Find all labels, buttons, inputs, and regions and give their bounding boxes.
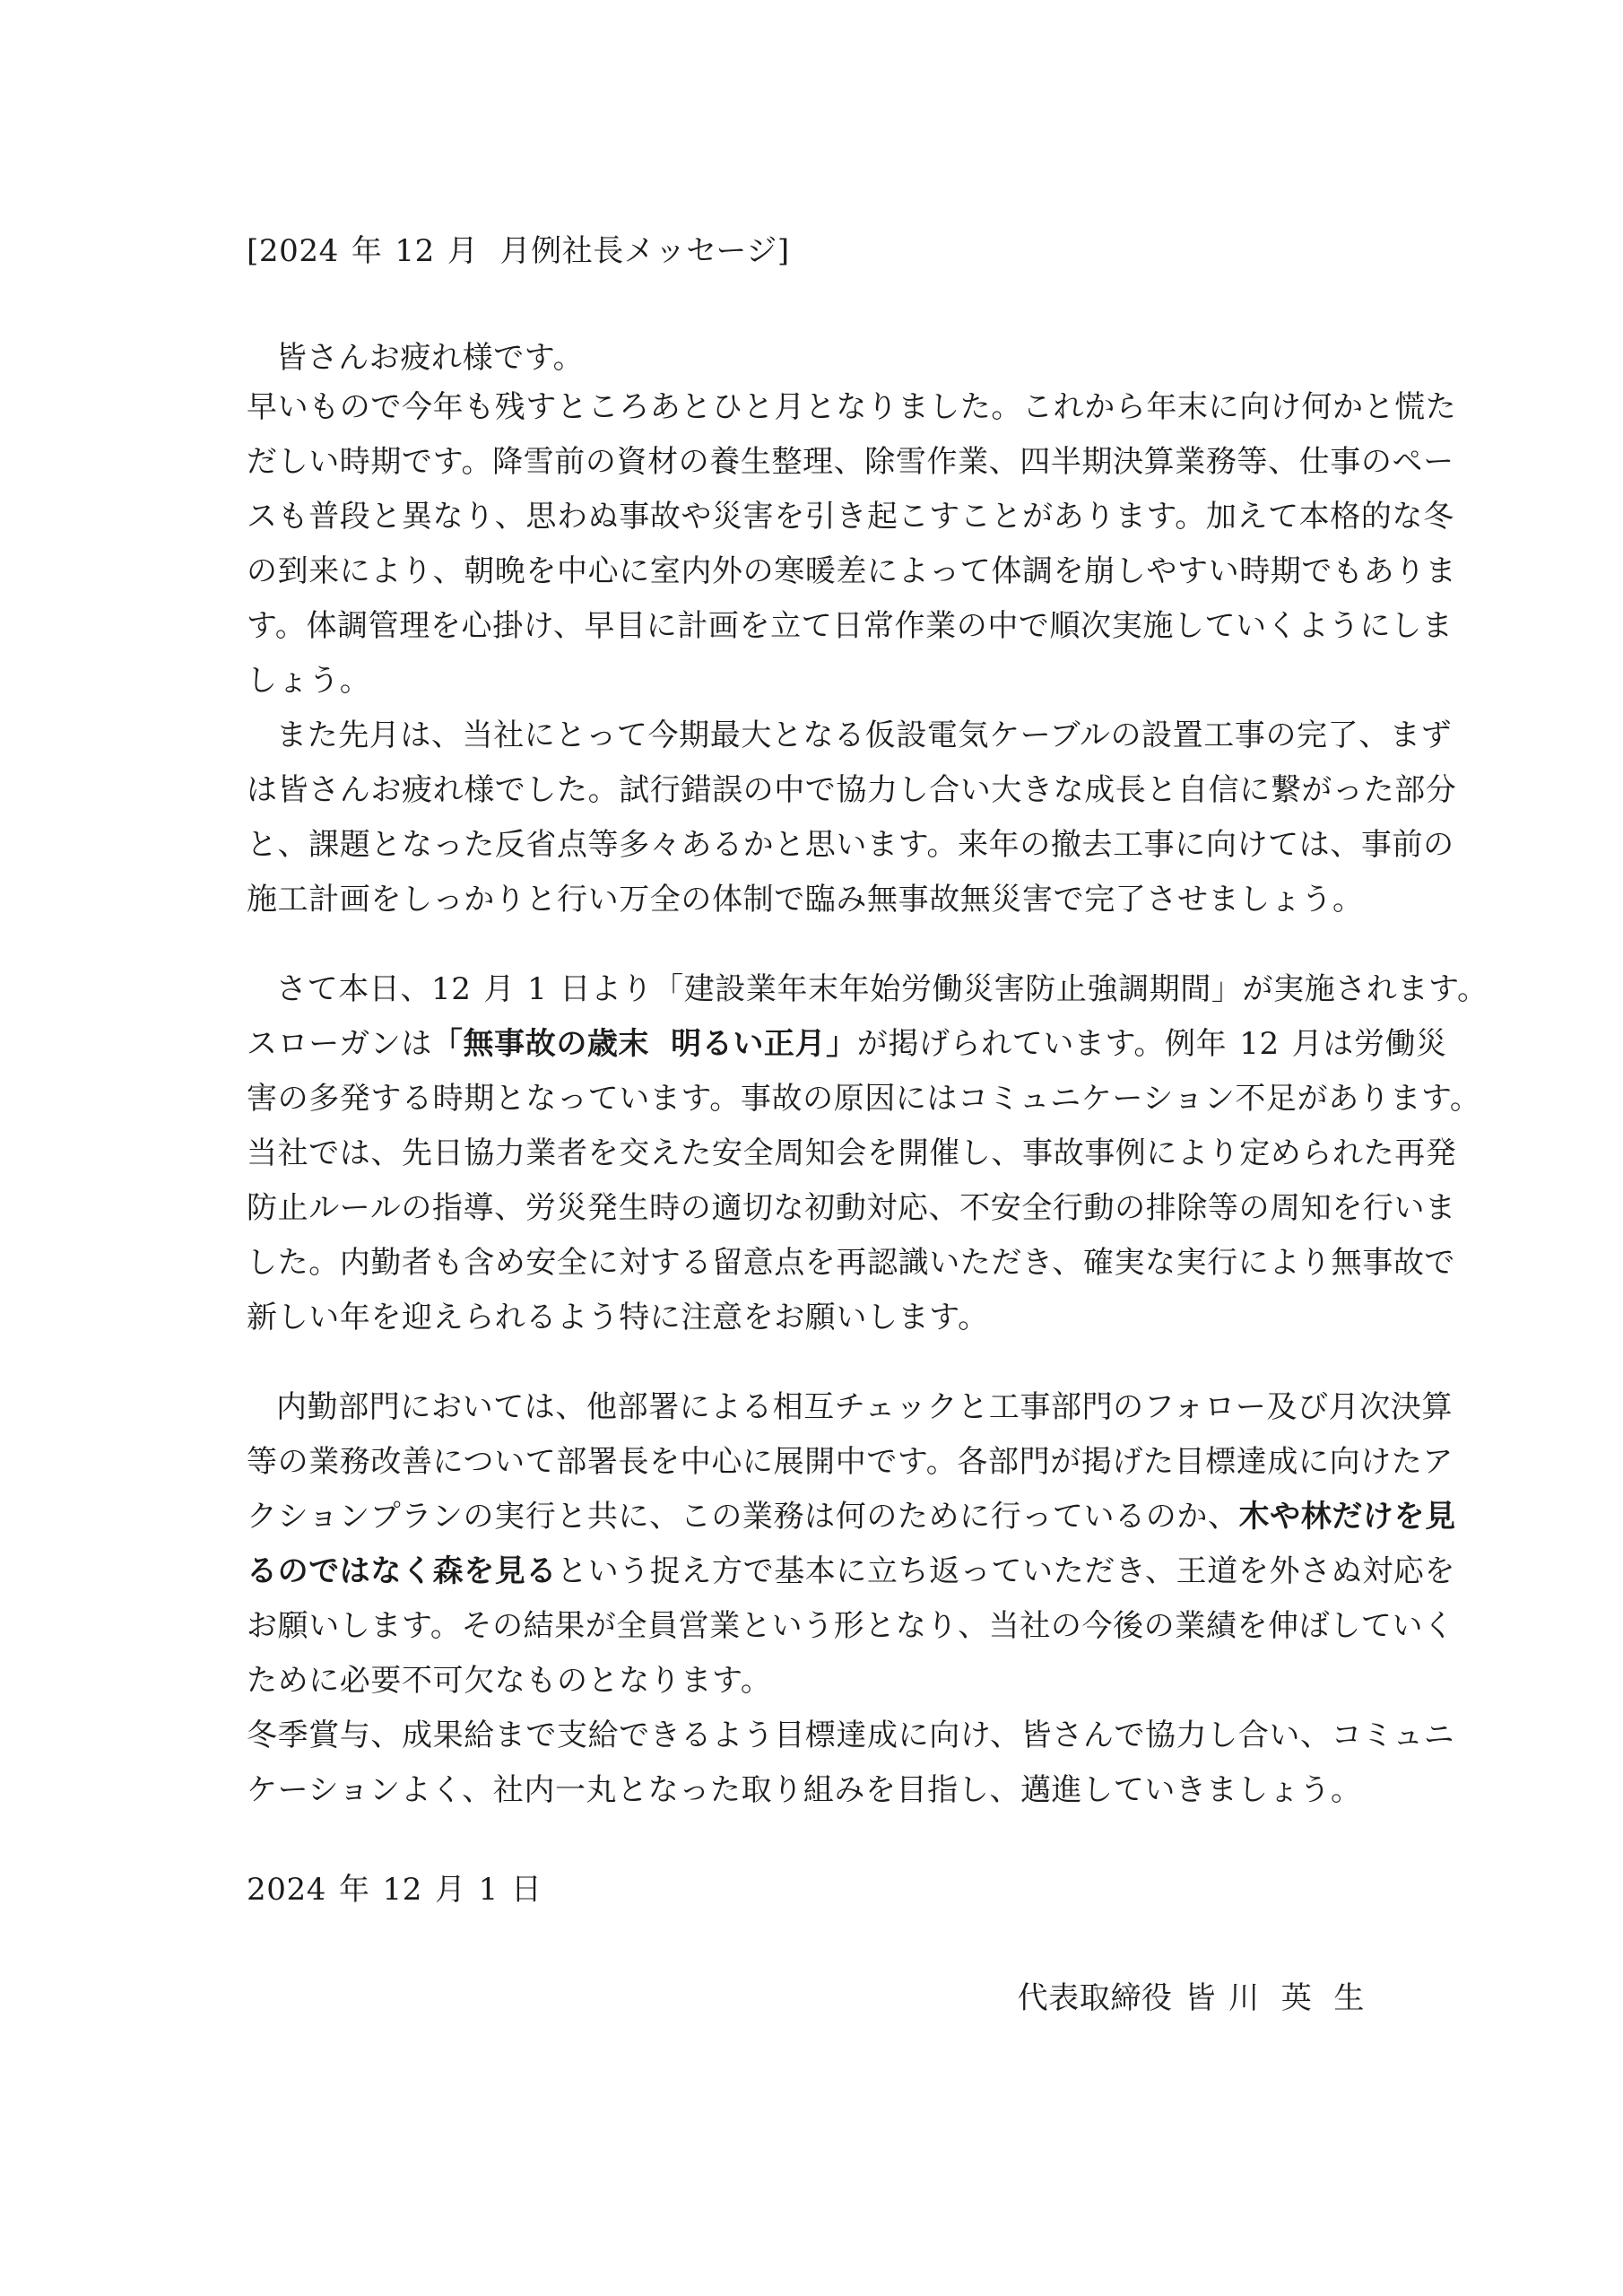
p3-line-2: スローガンは「無事故の歳末 明るい正月」が掲げられています。例年 12 月は労働災	[247, 1026, 1447, 1062]
heading-month-unit: 月	[447, 233, 479, 269]
p3-line-5: 防止ルールの指導、労災発生時の適切な初動対応、不安全行動の排除等の周知を行いま	[247, 1190, 1456, 1226]
p2-line-1: また先月は、当社にとって今期最大となる仮設電気ケーブルの設置工事の完了、まず	[276, 718, 1453, 753]
heading-open-bracket: [	[247, 233, 259, 269]
p1-line-2: だしい時期です。降雪前の資材の養生整理、除雪作業、四半期決算業務等、仕事のペー	[247, 444, 1454, 480]
signature-name-part: 皆	[1185, 1980, 1217, 2016]
heading-title: 月例社長メッセージ	[499, 233, 777, 269]
greeting: 皆さんお疲れ様です。	[276, 340, 585, 376]
slogan: 「無事故の歳末 明るい正月」	[431, 1026, 857, 1062]
heading-close-bracket: ]	[777, 233, 790, 269]
heading-year-unit: 年	[351, 233, 383, 269]
p5-line-1: 冬季賞与、成果給まで支給できるよう目標達成に向け、皆さんで協力し合い、コミュニ	[247, 1718, 1455, 1753]
signature	[1018, 1979, 1365, 2018]
emphasis-trees: 木や林だけを見	[1238, 1499, 1456, 1535]
p2-line-2: は皆さんお疲れ様でした。試行錯誤の中で協力し合い大きな成長と自信に繋がった部分	[247, 772, 1457, 808]
p3-line-1: さて本日、12 月 1 日より「建設業年末年始労働災害防止強調期間」が実施されます。	[276, 971, 1488, 1007]
p4-line-1: 内勤部門においては、他部署による相互チェックと工事部門のフォロー及び月次決算	[276, 1389, 1454, 1425]
p2-line-4: 施工計画をしっかりと行い万全の体制で臨み無事故無災害で完了させましょう。	[247, 882, 1364, 918]
p1-line-3: スも普段と異なり、思わぬ事故や災害を引き起こすことがあります。加えて本格的な冬	[247, 499, 1454, 535]
p4-line-3: クションプランの実行と共に、この業務は何のために行っているのか、木や林だけを見	[247, 1499, 1456, 1535]
p1-line-6: しょう。	[247, 663, 371, 699]
signature-title: 代表取締役	[1017, 1980, 1173, 2016]
p1-line-4: の到来により、朝晩を中心に室内外の寒暖差によって体調を崩しやすい時期でもありま	[247, 553, 1457, 589]
document-heading	[247, 231, 1394, 271]
p4-line-5: お願いします。その結果が全員営業という形となり、当社の今後の業績を伸ばしていく	[247, 1608, 1454, 1644]
p1-line-5: す。体調管理を心掛け、早目に計画を立て日常作業の中で順次実施していくようにしま	[247, 608, 1454, 644]
p5-line-2: ケーションよく、社内一丸となった取り組みを目指し、邁進していきましょう。	[247, 1772, 1362, 1808]
signature-name-part: 英	[1280, 1980, 1313, 2016]
p1-line-1: 早いもので今年も残すところあとひと月となりました。これから年末に向け何かと慌た	[247, 389, 1457, 425]
heading-year: 2024	[258, 233, 339, 269]
signature-name-part: 生	[1333, 1980, 1365, 2016]
signature-name-part: 川	[1228, 1980, 1260, 2016]
p4-line-4: るのではなく森を見るという捉え方で基本に立ち返っていただき、王道を外さぬ対応を	[247, 1553, 1456, 1589]
p3-line-4: 当社では、先日協力業者を交えた安全周知会を開催し、事故事例により定められた再発	[247, 1135, 1457, 1171]
p3-line-7: 新しい年を迎えられるよう特に注意をお願いします。	[247, 1300, 989, 1335]
p4-line-6: ために必要不可欠なものとなります。	[247, 1663, 772, 1699]
p2-line-3: と、課題となった反省点等多々あるかと思います。来年の撤去工事に向けては、事前の	[247, 827, 1454, 863]
emphasis-forest: るのではなく森を見る	[247, 1553, 557, 1589]
p3-line-3: 害の多発する時期となっています。事故の原因にはコミュニケーション不足があります。	[247, 1081, 1481, 1117]
heading-month: 12	[395, 233, 435, 269]
letter-date: 2024 年 12 月 1 日	[247, 1872, 542, 1908]
p4-line-2: 等の業務改善について部署長を中心に展開中です。各部門が掲げた目標達成に向けたア	[247, 1444, 1454, 1480]
p3-line-6: した。内勤者も含め安全に対する留意点を再認識いただき、確実な実行により無事故で	[247, 1245, 1456, 1281]
